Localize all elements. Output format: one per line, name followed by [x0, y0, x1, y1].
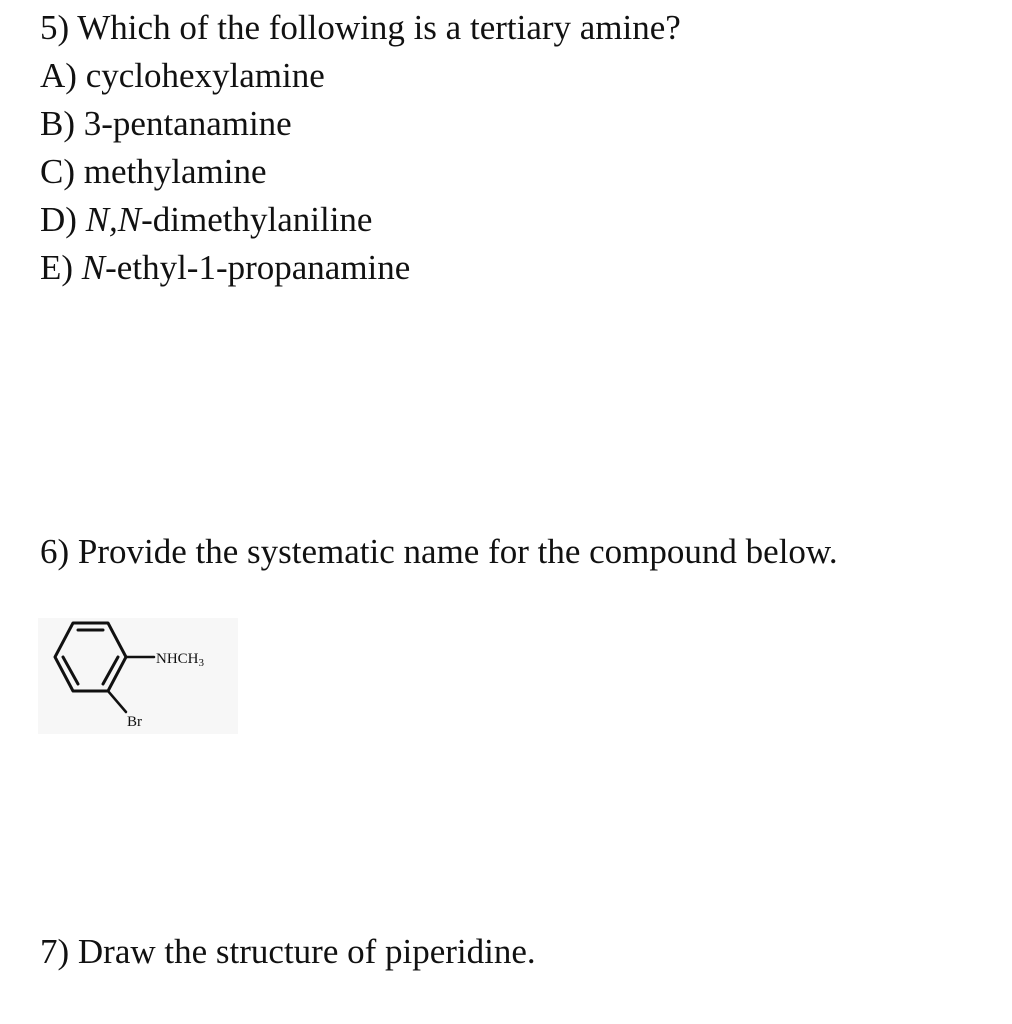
option-e: [40, 248, 410, 288]
double-bond-right: [103, 657, 118, 684]
option-text: -dimethylaniline: [141, 200, 373, 239]
option-text: -ethyl-1-propanamine: [105, 248, 411, 287]
option-letter: C): [40, 152, 75, 191]
chemical-structure-diagram: [38, 618, 238, 734]
option-a: [40, 56, 325, 96]
option-letter: E): [40, 248, 74, 287]
option-letter: A): [40, 56, 77, 95]
option-letter: D): [40, 200, 77, 239]
question-7-stem: 7) Draw the structure of piperidine.: [40, 932, 536, 971]
question-5-stem: 5) Which of the following is a tertiary amine?: [40, 8, 681, 47]
substituent-nhch3-label: $NHCH_3$: [156, 651, 205, 669]
option-italic-prefix: N: [81, 248, 106, 287]
option-c: [40, 152, 266, 192]
question-6-stem: 6) Provide the systematic name for the compound below.: [40, 532, 838, 571]
bond-to-br: [108, 691, 126, 712]
option-text: 3-pentanamine: [83, 104, 292, 143]
double-bond-left: [63, 657, 78, 684]
option-text: methylamine: [83, 152, 267, 191]
option-b: [40, 104, 292, 144]
option-italic-prefix: N,N: [85, 200, 142, 239]
option-text: cyclohexylamine: [85, 56, 325, 95]
benzene-ring: [55, 623, 126, 691]
option-letter: B): [40, 104, 75, 143]
substituent-br-label: Br: [127, 714, 142, 730]
option-d: [40, 200, 372, 240]
